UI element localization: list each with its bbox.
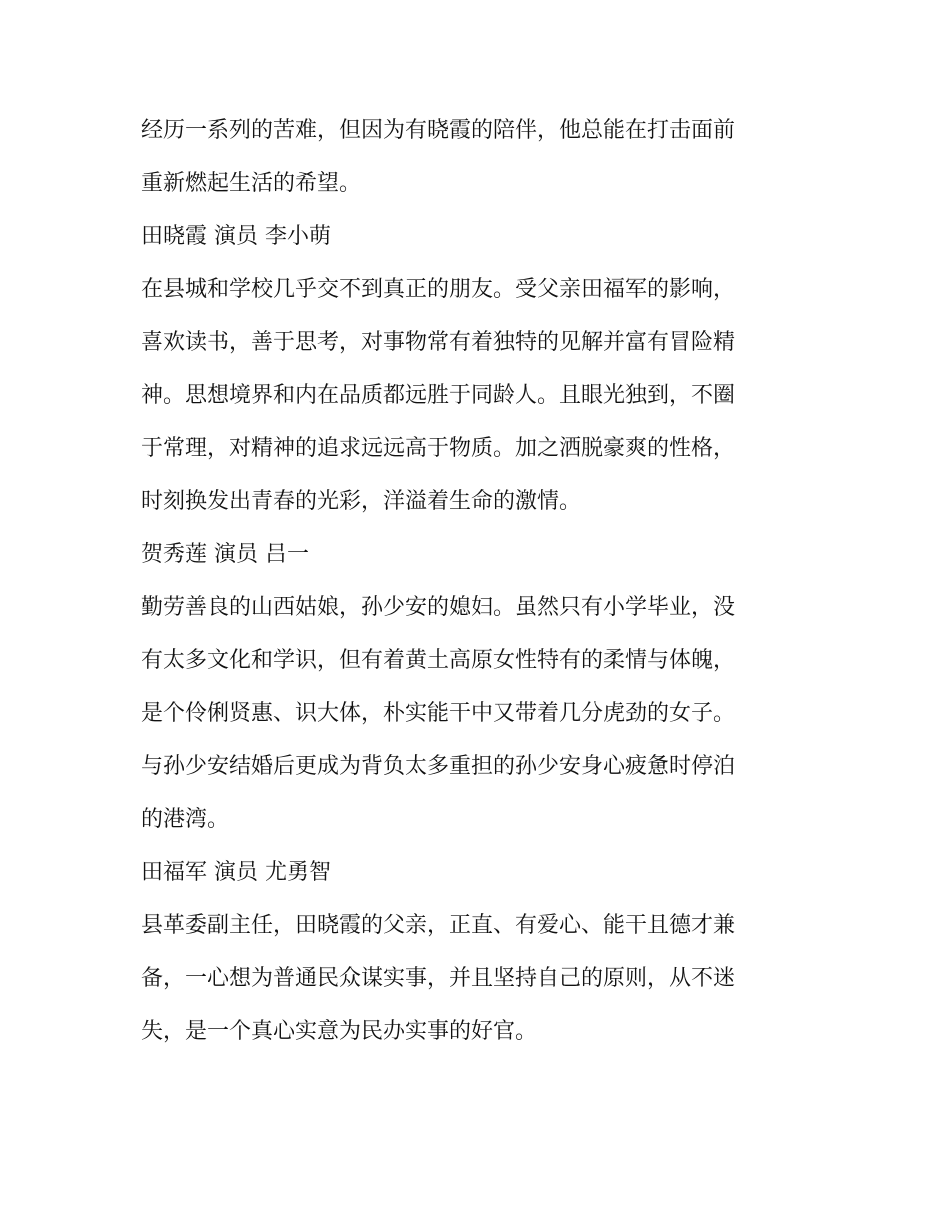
paragraph-line: 于常理，对精神的追求远远高于物质。加之洒脱豪爽的性格，: [141, 436, 736, 461]
paragraph-line: 失，是一个真心实意为民办实事的好官。: [141, 1019, 538, 1044]
paragraph-line: 时刻换发出青春的光彩，洋溢着生命的激情。: [141, 489, 582, 514]
paragraph-line: 重新燃起生活的希望。: [141, 171, 362, 196]
character-heading: 田晓霞 演员 李小萌: [141, 224, 331, 249]
paragraph-line: 县革委副主任，田晓霞的父亲，正直、有爱心、能干且德才兼: [141, 913, 736, 938]
paragraph-line: 备，一心想为普通民众谋实事，并且坚持自己的原则，从不迷: [141, 966, 736, 991]
paragraph-line: 喜欢读书，善于思考，对事物常有着独特的见解并富有冒险精: [141, 330, 736, 355]
document-page: [141, 104, 821, 1058]
paragraph-line: 在县城和学校几乎交不到真正的朋友。受父亲田福军的影响，: [141, 277, 736, 302]
paragraph-line: 经历一系列的苦难，但因为有晓霞的陪伴，他总能在打击面前: [141, 118, 736, 143]
character-heading: 贺秀莲 演员 吕一: [141, 542, 309, 567]
paragraph-line: 有太多文化和学识，但有着黄土高原女性特有的柔情与体魄，: [141, 648, 736, 673]
paragraph-line: 的港湾。: [141, 807, 230, 832]
paragraph-line: 是个伶俐贤惠、识大体，朴实能干中又带着几分虎劲的女子。: [141, 701, 736, 726]
paragraph-line: 与孙少安结婚后更成为背负太多重担的孙少安身心疲惫时停泊: [141, 754, 736, 779]
character-heading: 田福军 演员 尤勇智: [141, 860, 331, 885]
paragraph-line: 勤劳善良的山西姑娘，孙少安的媳妇。虽然只有小学毕业，没: [141, 595, 736, 620]
paragraph-line: 神。思想境界和内在品质都远胜于同龄人。且眼光独到，不圈: [141, 383, 736, 408]
